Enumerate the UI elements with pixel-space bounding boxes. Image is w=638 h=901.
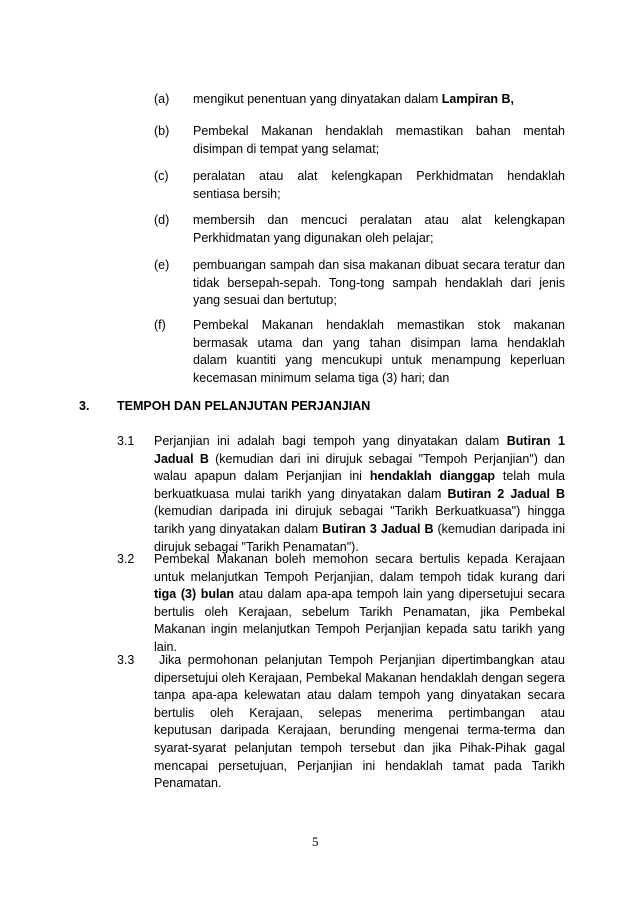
text-run: telah mula [495, 469, 565, 484]
text-run: hendaklah dianggap [369, 469, 496, 484]
clause-text-line [154, 585, 565, 603]
text-run: (kemudian daripada ini [433, 522, 566, 536]
clause-text-line [154, 520, 565, 538]
clause-text-line [154, 757, 565, 775]
item-label: (a) [154, 92, 170, 106]
item-text-line [193, 316, 565, 334]
text-run: Pembekal Makanan hendaklah memastikan stok makanan [193, 318, 565, 332]
text-run: Penamatan. [154, 776, 222, 791]
item-label: (c) [154, 169, 169, 183]
item-label: (e) [154, 258, 170, 272]
text-run: mencapai persetujuan, Perjanjian ini hendaklah tamat pada Tarikh [154, 758, 565, 773]
clause-number: 3.3 [117, 653, 135, 667]
text-run: walau apapun dalam Perjanjian ini [154, 469, 370, 484]
text-run: tiga (3) bulan [154, 587, 235, 602]
text-run: bertulis oleh Kerajaan, sebelum Tarikh Penamatan, jika Pembekal [154, 604, 565, 619]
item-text-line [193, 334, 565, 352]
text-run: kecemasan minimum selama tiga (3) hari; dan [193, 370, 450, 385]
clause-text-line [159, 651, 565, 669]
section-number: 3. [79, 399, 90, 413]
text-run: yang sesuai dan bertutup; [193, 293, 337, 308]
text-run: membersih dan mencuci peralatan atau alat kelengkapan [193, 213, 565, 227]
item-label: (f) [154, 318, 166, 332]
text-run: Butiran 1 [506, 434, 565, 448]
item-text-line [193, 256, 565, 274]
clause-text-line [154, 550, 565, 568]
clause-text-line [154, 739, 565, 757]
item-text-line [193, 229, 565, 247]
clause-text-line [154, 704, 565, 722]
text-run: (kemudian daripada ini dirujuk sebagai "Tarikh Berkuatkuasa") hingga [154, 504, 565, 519]
item-text-line [193, 351, 565, 369]
clause-number: 3.2 [117, 552, 135, 566]
text-run: Butiran 3 Jadual B [322, 522, 434, 536]
text-run: dirujuk sebagai "Tarikh Penamatan"). [154, 539, 359, 554]
text-run: disimpan di tempat yang selamat; [193, 141, 380, 156]
item-text-line [193, 369, 565, 387]
text-run: dipersetujui oleh Kerajaan, Pembekal Makanan hendaklah dengan segera [154, 670, 565, 685]
item-text-line [193, 90, 565, 108]
clause-text-line [154, 603, 565, 621]
text-run: Perjanjian ini adalah bagi tempoh yang dinyatakan dalam [154, 434, 507, 448]
clause-number: 3.1 [117, 434, 135, 448]
item-text-line [193, 167, 565, 185]
text-run: lain. [154, 640, 177, 654]
clause-text-line [154, 502, 565, 520]
clause-text-line [154, 485, 565, 503]
text-run: Makanan ingin melanjutkan Tempoh Perjanjian kepada satu tarikh yang [154, 622, 565, 637]
text-run: bertulis oleh Kerajaan, selepas menerima pertimbangan atau [154, 705, 565, 720]
text-run: dalam kuantiti yang mencukupi untuk menampung keperluan [193, 353, 565, 368]
text-run: mengikut penentuan yang dinyatakan dalam [193, 92, 442, 106]
clause-text-line [154, 669, 565, 687]
clause-text-line [154, 432, 565, 450]
item-label: (b) [154, 124, 170, 138]
clause-text-line [154, 721, 565, 739]
text-run: peralatan atau alat kelengkapan Perkhidmatan hendaklah [193, 169, 565, 183]
text-run: keputusan daripada Kerajaan, berunding mengenai terma-terma dan [154, 723, 565, 738]
item-text-line [193, 274, 565, 292]
clause-text-line [154, 686, 565, 704]
item-text-line [193, 291, 565, 309]
item-text-line [193, 185, 565, 203]
section-title: TEMPOH DAN PELANJUTAN PERJANJIAN [117, 399, 371, 413]
item-text-line [193, 211, 565, 229]
text-run: syarat-syarat pelanjutan tempoh tersebut dan jika Pihak-Pihak gagal [154, 741, 565, 755]
clause-text-line [154, 450, 565, 468]
text-run: Jadual B [154, 451, 209, 466]
text-run: Pembekal Makanan boleh memohon secara bertulis kepada Kerajaan [154, 552, 565, 566]
text-run: atau dalam apa-apa tempoh lain yang dipersetujui secara [234, 587, 565, 602]
text-run: (kemudian dari ini dirujuk sebagai "Tempoh Perjanjian") dan [208, 451, 565, 466]
item-text-line [193, 140, 565, 158]
text-run: tidak bersepah-sepah. Tong-tong sampah hendaklah dari jenis [193, 275, 565, 290]
text-run: berkuatkuasa mulai tarikh yang dinyatakan dalam [154, 486, 448, 501]
page-number: 5 [312, 834, 319, 849]
text-run: sentiasa bersih; [193, 186, 281, 201]
item-text-line [193, 122, 565, 140]
text-run: Perkhidmatan yang digunakan oleh pelajar; [193, 230, 434, 245]
text-run: Pembekal Makanan hendaklah memastikan bahan mentah [193, 124, 565, 138]
clause-text-line [154, 774, 565, 792]
text-run: untuk melanjutkan Tempoh Perjanjian, dalam tempoh tidak kurang dari [154, 569, 565, 584]
text-run: Butiran 2 Jadual B [447, 486, 566, 501]
text-run: pembuangan sampah dan sisa makanan dibuat secara teratur dan [193, 258, 565, 272]
text-run: tarikh yang dinyatakan dalam [154, 522, 323, 536]
clause-text-line [154, 620, 565, 638]
text-run: bermasak utama dan yang tahan disimpan lama hendaklah [193, 335, 565, 350]
clause-text-line [154, 568, 565, 586]
item-label: (d) [154, 213, 170, 227]
text-run: tanpa apa-apa kelewatan atau dalam tempoh yang dinyatakan secara [154, 688, 565, 703]
text-run: Lampiran B, [441, 92, 515, 106]
clause-text-line [154, 467, 565, 485]
text-run: Jika permohonan pelanjutan Tempoh Perjanjian dipertimbangkan atau [159, 653, 565, 667]
